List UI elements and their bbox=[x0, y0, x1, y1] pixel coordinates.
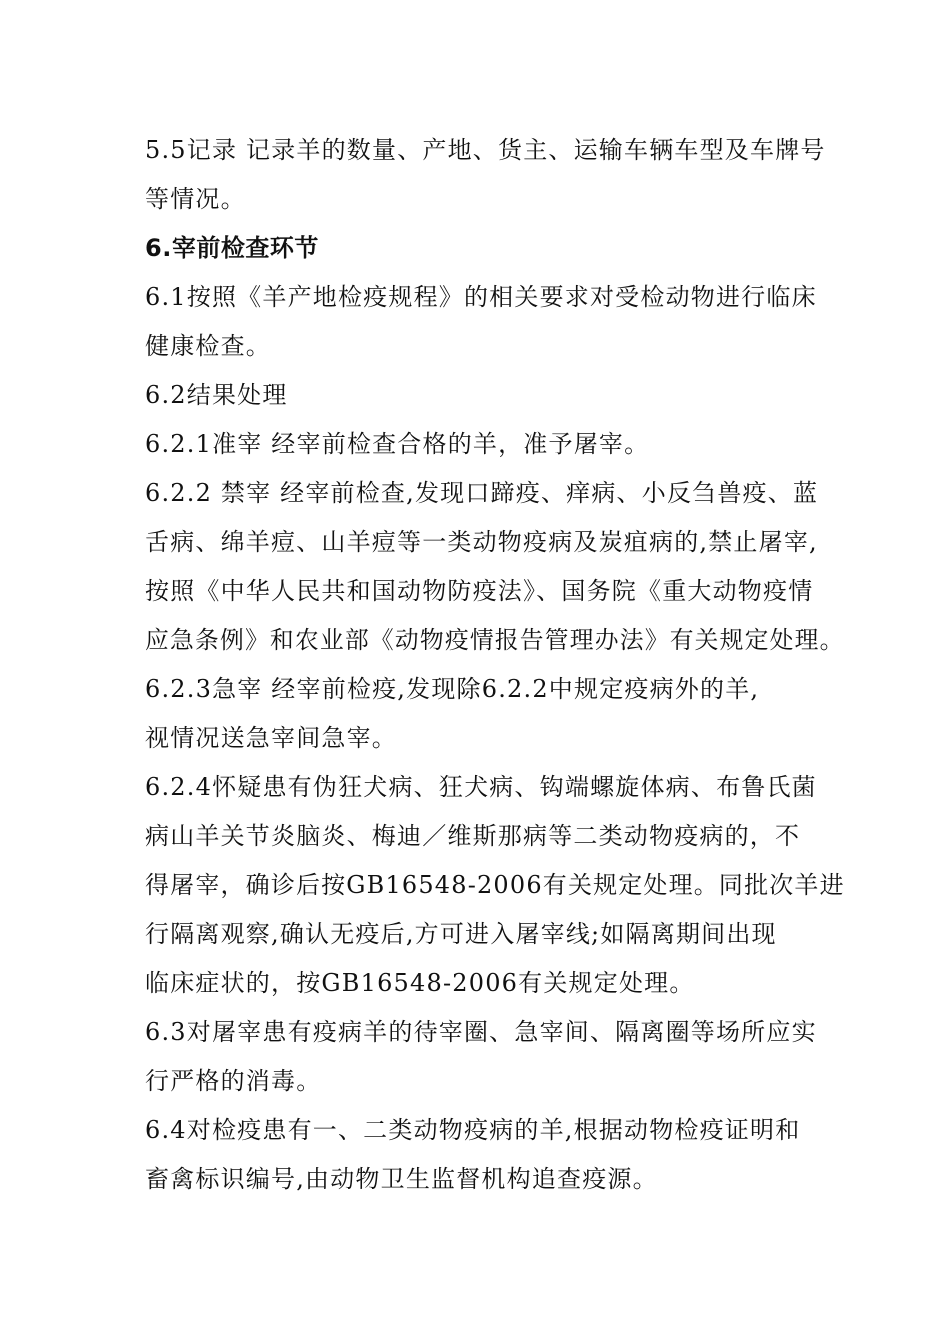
text-line-6-2-4-cont-4: 临床症状的，按GB16548-2006有关规定处理。 bbox=[145, 969, 695, 997]
text-line-6-3: 6.3对屠宰患有疫病羊的待宰圈、急宰间、隔离圈等场所应实 bbox=[145, 1018, 817, 1046]
text-line-6-2-3: 6.2.3急宰 经宰前检疫,发现除6.2.2中规定疫病外的羊, bbox=[145, 675, 760, 703]
text-line-6-2-2-cont-1: 舌病、绵羊痘、山羊痘等一类动物疫病及炭疽病的,禁止屠宰, bbox=[145, 528, 818, 556]
text-line-6-2-4: 6.2.4怀疑患有伪狂犬病、狂犬病、钩端螺旋体病、布鲁氏菌 bbox=[145, 773, 817, 801]
text-line-6-2-4-cont-3: 行隔离观察,确认无疫后,方可进入屠宰线;如隔离期间出现 bbox=[145, 920, 777, 948]
text-line-6-2-2-cont-2: 按照《中华人民共和国动物防疫法》、国务院《重大动物疫情 bbox=[145, 577, 814, 605]
text-line-6-3-cont: 行严格的消毒。 bbox=[145, 1067, 322, 1095]
text-line-6-1: 6.1按照《羊产地检疫规程》的相关要求对受检动物进行临床 bbox=[145, 283, 817, 311]
section-heading-6: 6.宰前检查环节 bbox=[145, 234, 319, 262]
text-line-5-5-record: 5.5记录 记录羊的数量、产地、货主、运输车辆车型及车牌号 bbox=[145, 136, 826, 164]
text-line-6-1-cont: 健康检查。 bbox=[145, 332, 271, 360]
text-line-6-2-4-cont-1: 病山羊关节炎脑炎、梅迪／维斯那病等二类动物疫病的，不 bbox=[145, 822, 801, 850]
text-line-5-5-record-cont: 等情况。 bbox=[145, 185, 246, 213]
text-line-6-2-2-cont-3: 应急条例》和农业部《动物疫情报告管理办法》有关规定处理。 bbox=[145, 626, 845, 654]
text-line-6-2: 6.2结果处理 bbox=[145, 381, 288, 409]
text-line-6-4-cont: 畜禽标识编号,由动物卫生监督机构追查疫源。 bbox=[145, 1165, 658, 1193]
text-line-6-2-2: 6.2.2 禁宰 经宰前检查,发现口蹄疫、痒病、小反刍兽疫、蓝 bbox=[145, 479, 819, 507]
text-line-6-2-4-cont-2: 得屠宰，确诊后按GB16548-2006有关规定处理。同批次羊进 bbox=[145, 871, 845, 899]
text-line-6-4: 6.4对检疫患有一、二类动物疫病的羊,根据动物检疫证明和 bbox=[145, 1116, 801, 1144]
text-line-6-2-1: 6.2.1准宰 经宰前检查合格的羊，准予屠宰。 bbox=[145, 430, 650, 458]
text-line-6-2-3-cont: 视情况送急宰间急宰。 bbox=[145, 724, 397, 752]
